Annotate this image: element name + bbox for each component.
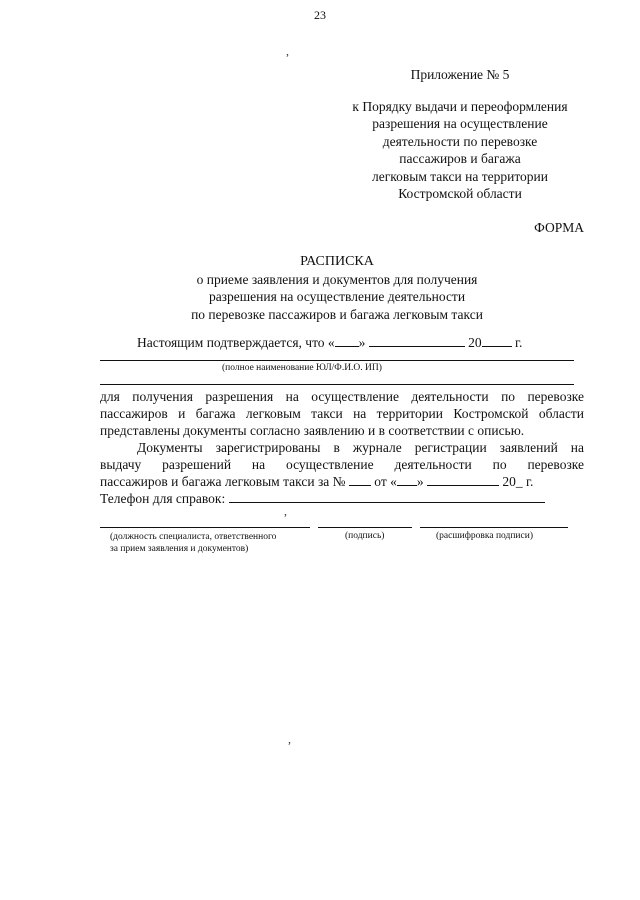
- day-blank[interactable]: [335, 334, 359, 347]
- receipt-subtitle-line: о приеме заявления и документов для получения: [196, 271, 478, 287]
- registration-year-suffix: г.: [526, 474, 534, 489]
- registration-close-quote: »: [416, 474, 424, 489]
- organization-name-line[interactable]: [100, 360, 574, 361]
- receipt-heading: [100, 253, 574, 323]
- phone-line: [100, 490, 584, 507]
- caption-signature-decode: (расшифровка подписи): [436, 531, 533, 541]
- scan-tick-mark: ,: [288, 732, 291, 746]
- form-label: ФОРМА: [534, 220, 584, 235]
- paragraph-2: [100, 439, 584, 507]
- paragraph-1: [100, 388, 584, 439]
- appendix-line: деятельности по перевозке: [382, 133, 538, 149]
- caption-position-line: за прием заявления и документов): [110, 544, 249, 554]
- scan-tick-mark: ,: [286, 44, 289, 58]
- appendix-line: легковым такси на территории: [371, 168, 548, 184]
- appendix-line: разрешения на осуществление: [372, 116, 548, 131]
- phone-label: Телефон для справок:: [100, 491, 226, 506]
- paragraph-line: Документы зарегистрированы в журнале регистрации заявлений на: [137, 440, 584, 455]
- appendix-block: [330, 66, 590, 203]
- appendix-line: к Порядку выдачи и переоформления: [352, 98, 568, 114]
- appendix-line: Костромской области: [398, 186, 522, 201]
- registration-day-blank[interactable]: [397, 473, 417, 486]
- appendix-line: пассажиров и багажа: [399, 151, 521, 166]
- month-blank[interactable]: [369, 334, 465, 347]
- registration-year: 20_: [502, 474, 523, 489]
- confirm-line: [137, 334, 522, 351]
- phone-blank[interactable]: [229, 490, 545, 503]
- page-number: 23: [314, 8, 326, 22]
- scan-tick-mark: ,: [284, 504, 287, 518]
- paragraph-line: представлены документы согласно заявлению и в соответствии с описью.: [100, 423, 525, 438]
- confirm-close-quote: »: [358, 335, 366, 350]
- registration-number-blank[interactable]: [349, 473, 371, 486]
- caption-position: [110, 531, 276, 555]
- caption-position-line: (должность специалиста, ответственного: [110, 532, 277, 542]
- receipt-subtitle-line: разрешения на осуществление деятельности: [208, 289, 466, 304]
- registration-number-label: пассажиров и багажа легковым такси за №: [100, 474, 346, 489]
- signature-line[interactable]: [318, 527, 412, 528]
- registration-from-label: от «: [374, 474, 397, 489]
- registration-month-blank[interactable]: [427, 473, 499, 486]
- paragraph-line-registration: [100, 473, 584, 490]
- paragraph-line: для получения разрешения на осуществление деятельности по перевозке: [100, 389, 584, 404]
- signature-decode-line[interactable]: [420, 527, 568, 528]
- receipt-title: РАСПИСКА: [300, 254, 374, 269]
- paragraph-line: пассажиров и багажа легковым такси на территории Костромской области: [100, 406, 584, 421]
- year-blank[interactable]: [482, 334, 512, 347]
- organization-name-line-2[interactable]: [100, 384, 574, 385]
- paragraph-line: выдачу разрешений на осуществление деятельности по перевозке: [100, 457, 584, 472]
- year-suffix: г.: [515, 335, 523, 350]
- confirm-text: Настоящим подтверждается, что «: [137, 335, 335, 350]
- caption-organization: (полное наименование ЮЛ/Ф.И.О. ИП): [222, 363, 382, 373]
- receipt-subtitle-line: по перевозке пассажиров и багажа легковым такси: [191, 306, 483, 322]
- position-line[interactable]: [100, 527, 310, 528]
- appendix-title: Приложение № 5: [410, 67, 510, 82]
- caption-signature: (подпись): [345, 531, 385, 541]
- year-prefix: 20: [468, 335, 482, 350]
